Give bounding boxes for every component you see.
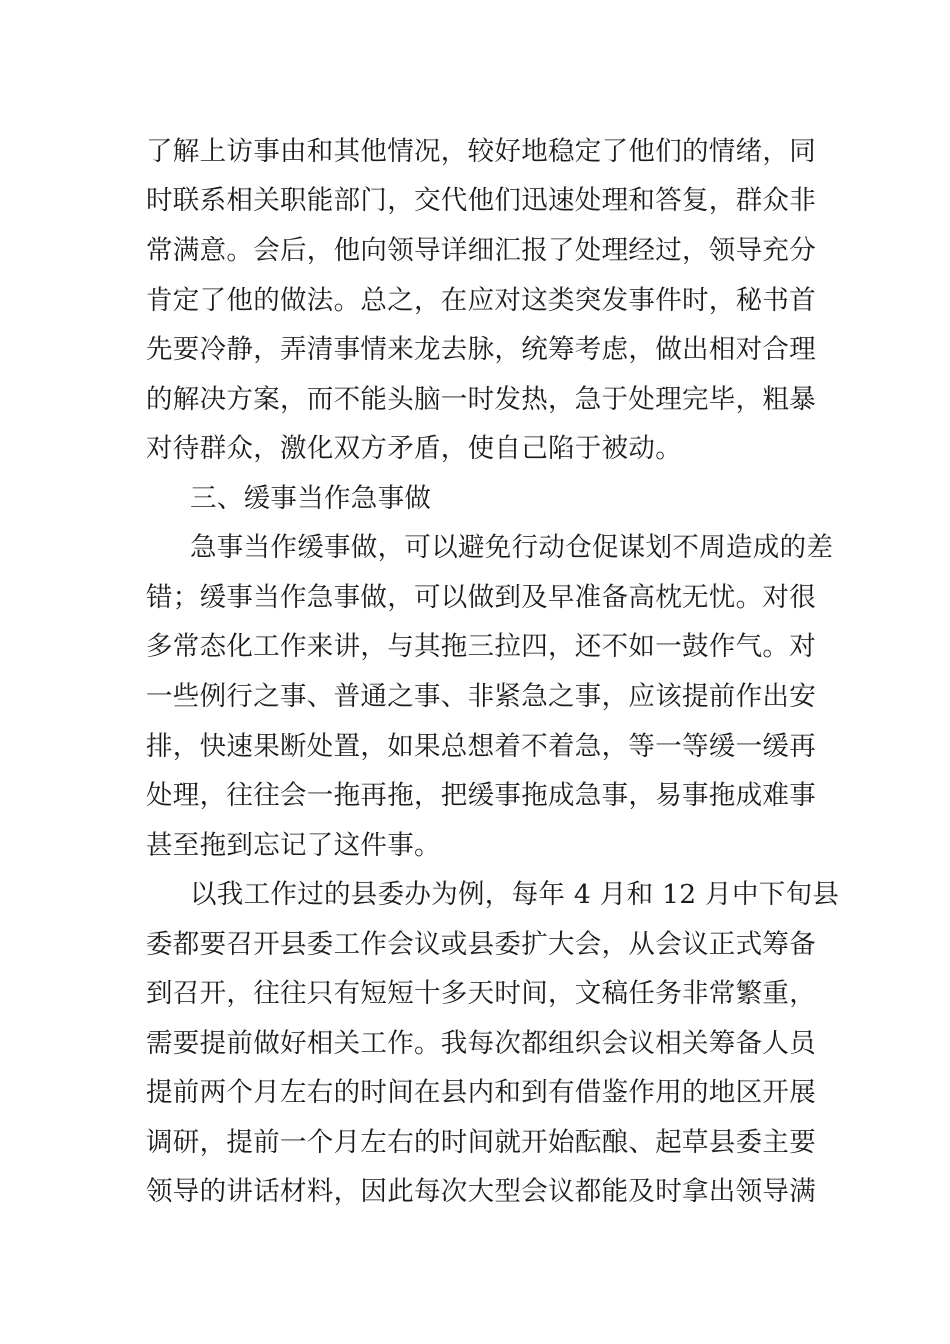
paragraph-line: 多常态化工作来讲，与其拖三拉四，还不如一鼓作气。对	[146, 631, 816, 662]
paragraph-line: 委都要召开县委工作会议或县委扩大会，从会议正式筹备	[146, 929, 816, 960]
paragraph-line: 先要冷静，弄清事情来龙去脉，统筹考虑，做出相对合理	[146, 334, 816, 365]
paragraph-line: 一些例行之事、普通之事、非紧急之事，应该提前作出安	[146, 681, 816, 712]
paragraph-line: 调研，提前一个月左右的时间就开始酝酿、起草县委主要	[146, 1127, 816, 1158]
paragraph-line: 了解上访事由和其他情况，较好地稳定了他们的情绪，同	[146, 136, 816, 167]
paragraph-line: 以我工作过的县委办为例，每年 4 月和 12 月中下旬县	[190, 879, 840, 910]
paragraph-line: 时联系相关职能部门，交代他们迅速处理和答复，群众非	[146, 185, 816, 216]
paragraph-line: 对待群众，激化双方矛盾，使自己陷于被动。	[146, 433, 682, 464]
paragraph-line: 领导的讲话材料，因此每次大型会议都能及时拿出领导满	[146, 1176, 816, 1207]
section-heading: 三、缓事当作急事做	[190, 483, 432, 514]
paragraph-line: 甚至拖到忘记了这件事。	[146, 830, 441, 861]
paragraph-line: 肯定了他的做法。总之，在应对这类突发事件时，秘书首	[146, 285, 816, 316]
paragraph-line: 急事当作缓事做，可以避免行动仓促谋划不周造成的差	[190, 532, 834, 563]
paragraph-line: 排，快速果断处置，如果总想着不着急，等一等缓一缓再	[146, 731, 816, 762]
paragraph-line: 提前两个月左右的时间在县内和到有借鉴作用的地区开展	[146, 1077, 816, 1108]
paragraph-line: 的解决方案，而不能头脑一时发热，急于处理完毕，粗暴	[146, 384, 816, 415]
paragraph-line: 处理，往往会一拖再拖，把缓事拖成急事，易事拖成难事	[146, 780, 816, 811]
paragraph-line: 常满意。会后，他向领导详细汇报了处理经过，领导充分	[146, 235, 816, 266]
paragraph-line: 到召开，往往只有短短十多天时间，文稿任务非常繁重，	[146, 978, 816, 1009]
paragraph-line: 错；缓事当作急事做，可以做到及早准备高枕无忧。对很	[146, 582, 816, 613]
paragraph-line: 需要提前做好相关工作。我每次都组织会议相关筹备人员	[146, 1028, 816, 1059]
